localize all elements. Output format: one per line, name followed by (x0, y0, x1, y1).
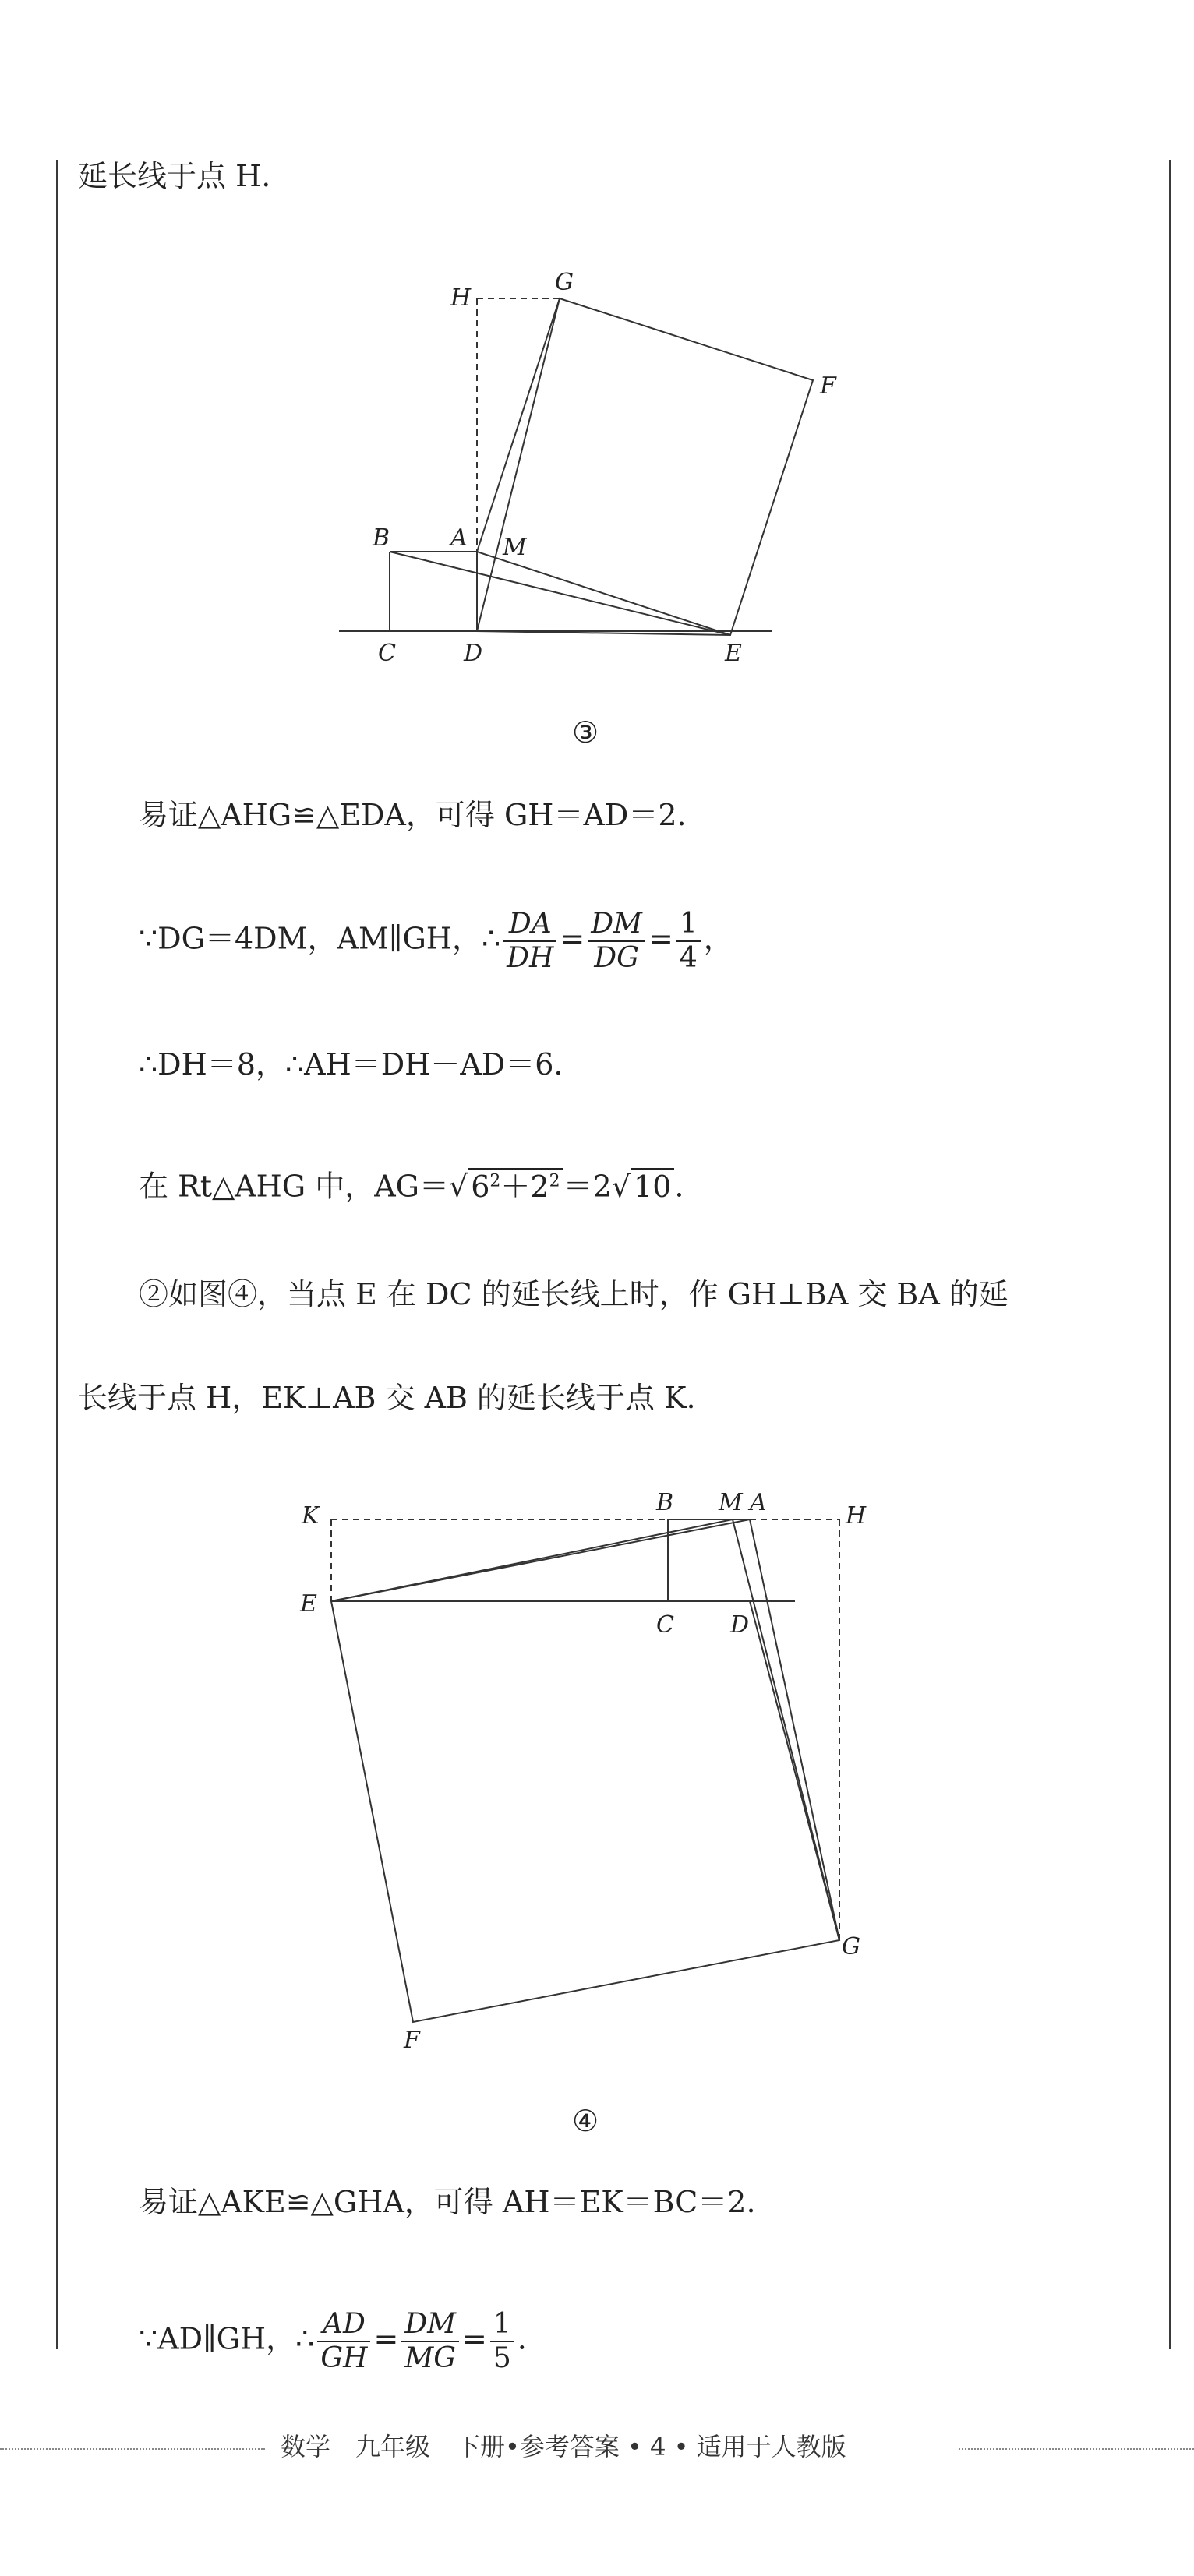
sqrt-base-2: 2 (530, 1169, 549, 1204)
fig4-square-edgf (331, 1519, 839, 2022)
line5-prefix: 在 Rt△AHG 中，AG＝ (139, 1169, 449, 1204)
sqrt-expression: √ $6^2+2^2$ (449, 1161, 563, 1207)
fraction-ad-gh-den: GH (320, 2342, 368, 2374)
sqrt-exp-2: 2 (549, 1171, 560, 1191)
figure-4-caption: ④ (572, 2104, 599, 2138)
fraction-dm-mg-num: DM (401, 2308, 459, 2342)
sqrt-exp-1: 2 (489, 1171, 501, 1191)
fig3-label-g: G (555, 269, 574, 296)
fig3-label-e: E (725, 640, 742, 667)
sqrt-ten-value: 10 (631, 1168, 674, 1204)
text-line-5 (139, 1161, 684, 1207)
fraction-dm-mg-den: MG (404, 2342, 456, 2374)
figure-4 (288, 1473, 873, 2065)
fig4-label-e: E (300, 1590, 317, 1618)
fig4-label-g: G (842, 1933, 860, 1960)
text-line-4: ∴DH＝8，∴AH＝DH－AD＝6. (139, 1047, 563, 1082)
fig4-label-c: C (656, 1611, 674, 1639)
fraction-ad-gh (317, 2308, 370, 2375)
fig4-label-a: A (750, 1489, 767, 1516)
line5-equals: ＝2 (563, 1169, 612, 1204)
fig4-label-f: F (404, 2027, 420, 2054)
text-line-3: ∵DG＝4DM，AM∥GH，∴ $\frac{DA}{DH}$ = $\frac{DM}{DG}$ = $\frac{1}{4}$ ， (139, 908, 733, 974)
footer-dots-right (959, 2448, 1194, 2450)
fig4-label-k: K (302, 1502, 320, 1530)
fig3-label-d: D (464, 640, 483, 667)
fig3-label-f: F (820, 372, 836, 400)
line3-prefix: ∵DG＝4DM，AM∥GH，∴ (139, 921, 501, 956)
sqrt-plus: ＋ (500, 1169, 531, 1204)
text-line-8: 易证△AKE≌△GHA，可得 AH＝EK＝BC＝2. (139, 2185, 756, 2219)
fraction-one-fourth-den: 4 (679, 942, 698, 974)
text-line-9: ∵AD∥GH，∴ $\frac{AD}{GH}$ = $\frac{DM}{MG}$ = $\frac{1}{5}$ . (139, 2308, 527, 2374)
fig3-label-c: C (378, 640, 396, 667)
footer-text: 数学 九年级 下册•参考答案 • 4 • 适用于人教版 (281, 2432, 846, 2461)
fig3-label-a: A (450, 524, 468, 552)
fraction-dm-dg-num: DM (588, 908, 645, 942)
fraction-da-dh-num: DA (503, 908, 556, 942)
fraction-one-fifth (490, 2308, 514, 2375)
fig4-label-m: M (719, 1489, 743, 1516)
fraction-dm-dg-den: DG (594, 942, 639, 974)
fig3-segment-ag (477, 298, 560, 552)
page-footer (0, 2423, 1194, 2470)
text-line-1: 延长线于点 H. (78, 159, 271, 193)
fig4-label-d: D (730, 1611, 750, 1639)
fig4-label-b: B (656, 1489, 674, 1516)
line9-prefix: ∵AD∥GH，∴ (139, 2321, 315, 2356)
figure-3-caption: ③ (572, 715, 599, 750)
fraction-one-fourth (676, 908, 701, 975)
fig3-square-defg (477, 298, 813, 635)
fraction-dm-mg (401, 2308, 459, 2375)
fraction-da-dh-den: DH (507, 942, 554, 974)
text-line-7: 长线于点 H，EK⊥AB 交 AB 的延长线于点 K. (78, 1381, 696, 1415)
text-line-6: ②如图④，当点 E 在 DC 的延长线上时，作 GH⊥BA 交 BA 的延 (139, 1277, 1009, 1311)
fraction-one-fifth-num: 1 (490, 2308, 514, 2342)
fraction-ad-gh-num: AD (317, 2308, 370, 2342)
sqrt-ten: √ 10 (612, 1166, 675, 1207)
fig3-label-m: M (503, 534, 527, 561)
fig4-label-h: H (846, 1502, 867, 1530)
footer-dots-left (0, 2448, 265, 2450)
fraction-one-fourth-num: 1 (676, 908, 701, 942)
left-margin-line (56, 160, 58, 2349)
right-margin-line (1169, 160, 1171, 2349)
sqrt-base-6: 6 (471, 1169, 490, 1204)
fraction-one-fifth-den: 5 (493, 2342, 511, 2374)
fraction-dm-dg (588, 908, 645, 975)
fig3-segment-be (390, 552, 730, 635)
fig3-label-h: H (450, 284, 472, 312)
line3-suffix: ， (703, 921, 733, 956)
fig4-segment-mg (733, 1519, 839, 1940)
line5-period: . (674, 1169, 684, 1204)
fig3-segment-ae (477, 552, 730, 635)
fig4-segment-em (331, 1519, 733, 1601)
figure-3 (312, 257, 857, 678)
fig3-label-b: B (373, 524, 390, 552)
text-line-2: 易证△AHG≌△EDA，可得 GH＝AD＝2. (139, 798, 687, 832)
fraction-da-dh (503, 908, 556, 975)
line9-suffix: . (517, 2321, 527, 2356)
